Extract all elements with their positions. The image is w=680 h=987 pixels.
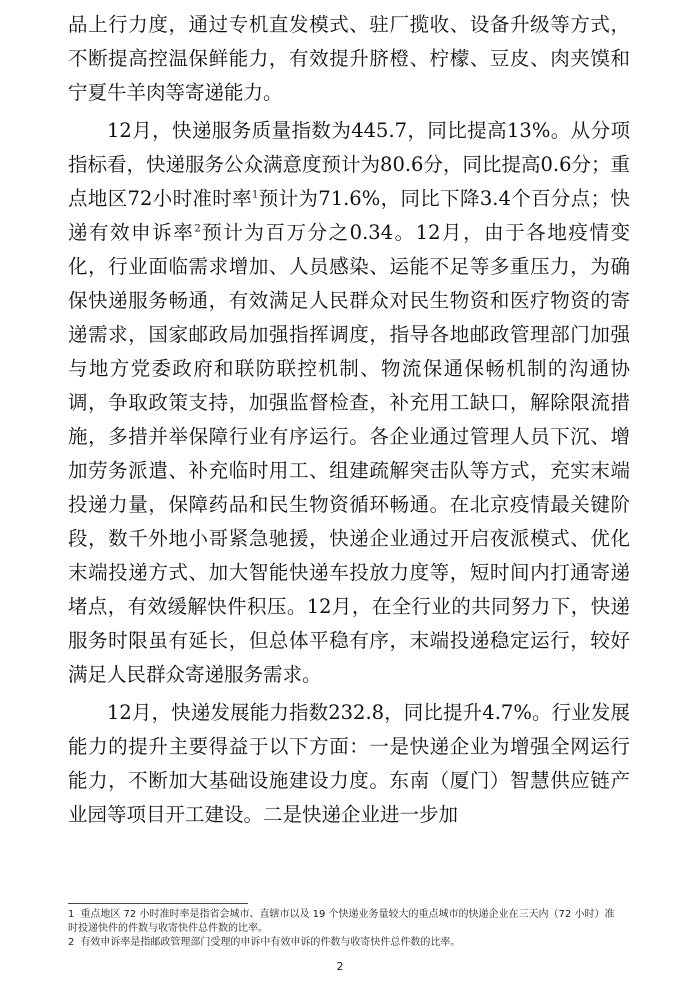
footnote-ref-2: 2 (194, 223, 201, 235)
paragraph-2 (68, 114, 630, 692)
footnote-2 (68, 936, 618, 950)
footnote-divider (68, 903, 248, 904)
footnote-2-text: 有效申诉率是指邮政管理部门受理的申诉中有效申诉的件数与收寄快件总件数的比率。 (80, 937, 461, 948)
footnote-1-text: 重点地区 72 小时准时率是指省会城市、直辖市以及 19 个快递业务量较大的重点城市的快递企业在三天内（72 小时）准时投递快件的件数与收寄快件总件数的比率。 (68, 909, 615, 934)
footnote-ref-1: 1 (252, 189, 259, 201)
body-text (68, 8, 630, 832)
page-number: 2 (336, 960, 344, 973)
paragraph-2-part-3: 预计为百万分之0.34。12月，由于各地疫情变化，行业面临需求增加、人员感染、运能不足等多重压力，为确保快递服务畅通，有效满足人民群众对民生物资和医疗物资的寄递需求，国家邮政局加强指挥调度，指导各地邮政管理部门加强与地方党委政府和联防联控机制、物流保通保畅机制的沟通协调，争取政策支持，加强监督检查，补充用工缺口，解除限流措施，多措并举保障行业有序运行。各企业通过管理人员下沉、增加劳务派遣、补充临时用工、组建疏解突击队等方式，充实末端投递力量，保障药品和民生物资循环畅通。在北京疫情最关键阶段，数千外地小哥紧急驰援，快递企业通过开启夜派模式、优化末端投递方式、加大智能快递车投放力度等，短时间内打通寄递堵点，有效缓解快件积压。12月，在全行业的共同努力下，快递服务时限虽有延长，但总体平稳有序，末端投递稳定运行，较好满足人民群众寄递服务需求。 (68, 221, 630, 686)
footnote-1-number: 1 (68, 909, 75, 920)
paragraph-1: 品上行力度，通过专机直发模式、驻厂揽收、设备升级等方式，不断提高控温保鲜能力，有效提升脐橙、柠檬、豆皮、肉夹馍和宁夏牛羊肉等寄递能力。 (68, 13, 630, 104)
paragraph-2-part-2: 预计为71.6%，同比下降3.4个百分点；快递有效申诉率 (68, 187, 630, 244)
footnote-2-number: 2 (68, 937, 75, 948)
footnotes (68, 908, 618, 950)
paragraph-3: 12月，快递发展能力指数232.8，同比提升4.7%。行业发展能力的提升主要得益于以下方面：一是快递企业为增强全网运行能力，不断加大基础设施建设力度。东南（厦门）智慧供应链产业园等项目开工建设。二是快递企业进一步加 (68, 701, 630, 826)
footnote-1 (68, 908, 618, 936)
paragraph-2-part-1: 12月，快递服务质量指数为445.7，同比提高13%。从分项指标看，快递服务公众满意度预计为80.6分，同比提高0.6分；重点地区72小时准时率 (68, 119, 630, 210)
